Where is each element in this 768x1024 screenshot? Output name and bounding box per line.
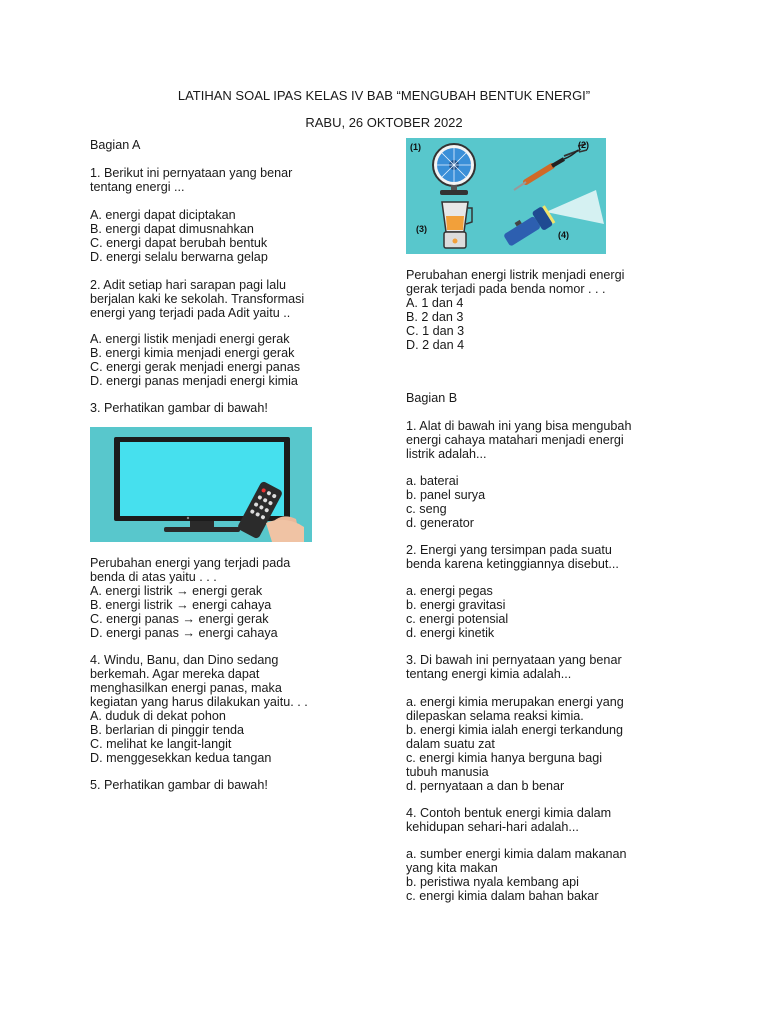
answer-option: C. melihat ke langit-langit: [90, 737, 232, 751]
question-a3-caption: [90, 556, 290, 584]
answer-option: A. energi listrik → energi gerak: [90, 584, 263, 598]
question-line: listrik adalah...: [406, 447, 487, 461]
answer-option: a. energi kimia merupakan energi yang: [406, 695, 624, 709]
options-a3: [90, 584, 278, 640]
answer-option: C. 1 dan 3: [406, 324, 465, 338]
answer-option: tubuh manusia: [406, 765, 489, 779]
answer-option: dilepaskan selama reaksi kimia.: [406, 709, 584, 723]
question-line: Perubahan energi listrik menjadi energi: [406, 268, 625, 282]
appliances-drawing: [406, 138, 606, 254]
answer-option: c. energi kimia dalam bahan bakar: [406, 889, 599, 903]
question-line: energi yang terjadi pada Adit yaitu ..: [90, 306, 291, 320]
question-line: energi cahaya matahari menjadi energi: [406, 433, 624, 447]
options-a1: [90, 208, 268, 264]
appliances-illustration: [406, 138, 606, 254]
answer-option: c. energi kimia hanya berguna bagi: [406, 751, 603, 765]
options-a5: [406, 296, 464, 352]
question-line: benda di atas yaitu . . .: [90, 570, 217, 584]
section-b-heading: Bagian B: [406, 391, 458, 405]
fan-icon: [433, 144, 475, 195]
answer-option: D. energi selalu berwarna gelap: [90, 250, 268, 264]
question-line: 1. Berikut ini pernyataan yang benar: [90, 166, 293, 180]
answer-option: a. sumber energi kimia dalam makanan: [406, 847, 627, 861]
question-line: 1. Alat di bawah ini yang bisa mengubah: [406, 419, 632, 433]
question-line: kehidupan sehari-hari adalah...: [406, 820, 579, 834]
question-a2: [90, 278, 304, 320]
answer-option: A. 1 dan 4: [406, 296, 464, 310]
flashlight-icon: [501, 190, 604, 250]
question-line: tentang energi ...: [90, 180, 185, 194]
question-line: berkemah. Agar mereka dapat: [90, 667, 260, 681]
answer-option: B. berlarian di pinggir tenda: [90, 723, 245, 737]
options-b2: [406, 584, 508, 640]
answer-option: A. duduk di dekat pohon: [90, 709, 226, 723]
answer-option: D. energi panas → energi cahaya: [90, 626, 278, 640]
answer-option: D. menggesekkan kedua tangan: [90, 751, 272, 765]
question-b1: [406, 419, 631, 461]
answer-option: b. panel surya: [406, 488, 486, 502]
soldering-iron-icon: [514, 144, 587, 190]
question-line: menghasilkan energi panas, maka: [90, 681, 282, 695]
question-line: gerak terjadi pada benda nomor . . .: [406, 282, 606, 296]
blender-icon: [442, 202, 472, 248]
options-b4: [406, 847, 627, 903]
options-b1: [406, 474, 485, 530]
question-line: 2. Adit setiap hari sarapan pagi lalu: [90, 278, 287, 292]
question-a1: [90, 166, 292, 194]
question-line: 3. Di bawah ini pernyataan yang benar: [406, 653, 622, 667]
answer-option: c. energi potensial: [406, 612, 509, 626]
answer-option: B. energi kimia menjadi energi gerak: [90, 346, 295, 360]
answer-option: c. seng: [406, 502, 447, 516]
question-line: Perubahan energi yang terjadi pada: [90, 556, 291, 570]
question-b4: [406, 806, 611, 834]
question-b3: [406, 653, 622, 681]
answer-option: a. baterai: [406, 474, 459, 488]
answer-option: b. peristiwa nyala kembang api: [406, 875, 579, 889]
options-a4: [90, 709, 271, 765]
answer-option: A. energi listik menjadi energi gerak: [90, 332, 290, 346]
options-a2: [90, 332, 300, 388]
question-line: 5. Perhatikan gambar di bawah!: [90, 778, 268, 792]
answer-option: D. energi panas menjadi energi kimia: [90, 374, 298, 388]
answer-option: d. energi kinetik: [406, 626, 495, 640]
answer-option: a. energi pegas: [406, 584, 493, 598]
answer-option: yang kita makan: [406, 861, 498, 875]
tv-remote-illustration: [90, 427, 312, 542]
question-line: kegiatan yang harus dilakukan yaitu. . .: [90, 695, 308, 709]
options-b3: [406, 695, 624, 793]
answer-option: A. energi dapat diciptakan: [90, 208, 236, 222]
figure-label-2: (2): [578, 140, 589, 150]
answer-option: D. 2 dan 4: [406, 338, 465, 352]
answer-option: B. 2 dan 3: [406, 310, 464, 324]
question-line: tentang energi kimia adalah...: [406, 667, 572, 681]
question-a4: [90, 653, 308, 709]
question-a3: [90, 401, 268, 415]
question-a5-caption: [406, 268, 624, 296]
figure-label-3: (3): [416, 224, 427, 234]
answer-option: b. energi kimia ialah energi terkandung: [406, 723, 624, 737]
answer-option: C. energi gerak menjadi energi panas: [90, 360, 301, 374]
section-a-heading: Bagian A: [90, 138, 141, 152]
question-line: 4. Windu, Banu, dan Dino sedang: [90, 653, 279, 667]
answer-option: B. energi listrik → energi cahaya: [90, 598, 272, 612]
question-line: 2. Energi yang tersimpan pada suatu: [406, 543, 612, 557]
question-line: 4. Contoh bentuk energi kimia dalam: [406, 806, 612, 820]
figure-label-4: (4): [558, 230, 569, 240]
answer-option: d. generator: [406, 516, 474, 530]
answer-option: B. energi dapat dimusnahkan: [90, 222, 254, 236]
question-a5: [90, 778, 268, 792]
tv-remote-drawing: [90, 427, 312, 542]
question-b2: [406, 543, 619, 571]
answer-option: C. energi panas → energi gerak: [90, 612, 269, 626]
document-title: LATIHAN SOAL IPAS KELAS IV BAB “MENGUBAH BENTUK ENERGI”: [177, 88, 591, 103]
figure-label-1: (1): [410, 142, 421, 152]
document-date: RABU, 26 OKTOBER 2022: [305, 115, 463, 130]
answer-option: d. pernyataan a dan b benar: [406, 779, 565, 793]
answer-option: C. energi dapat berubah bentuk: [90, 236, 268, 250]
question-line: berjalan kaki ke sekolah. Transformasi: [90, 292, 305, 306]
question-line: benda karena ketinggiannya disebut...: [406, 557, 619, 571]
answer-option: dalam suatu zat: [406, 737, 495, 751]
answer-option: b. energi gravitasi: [406, 598, 506, 612]
question-line: 3. Perhatikan gambar di bawah!: [90, 401, 268, 415]
